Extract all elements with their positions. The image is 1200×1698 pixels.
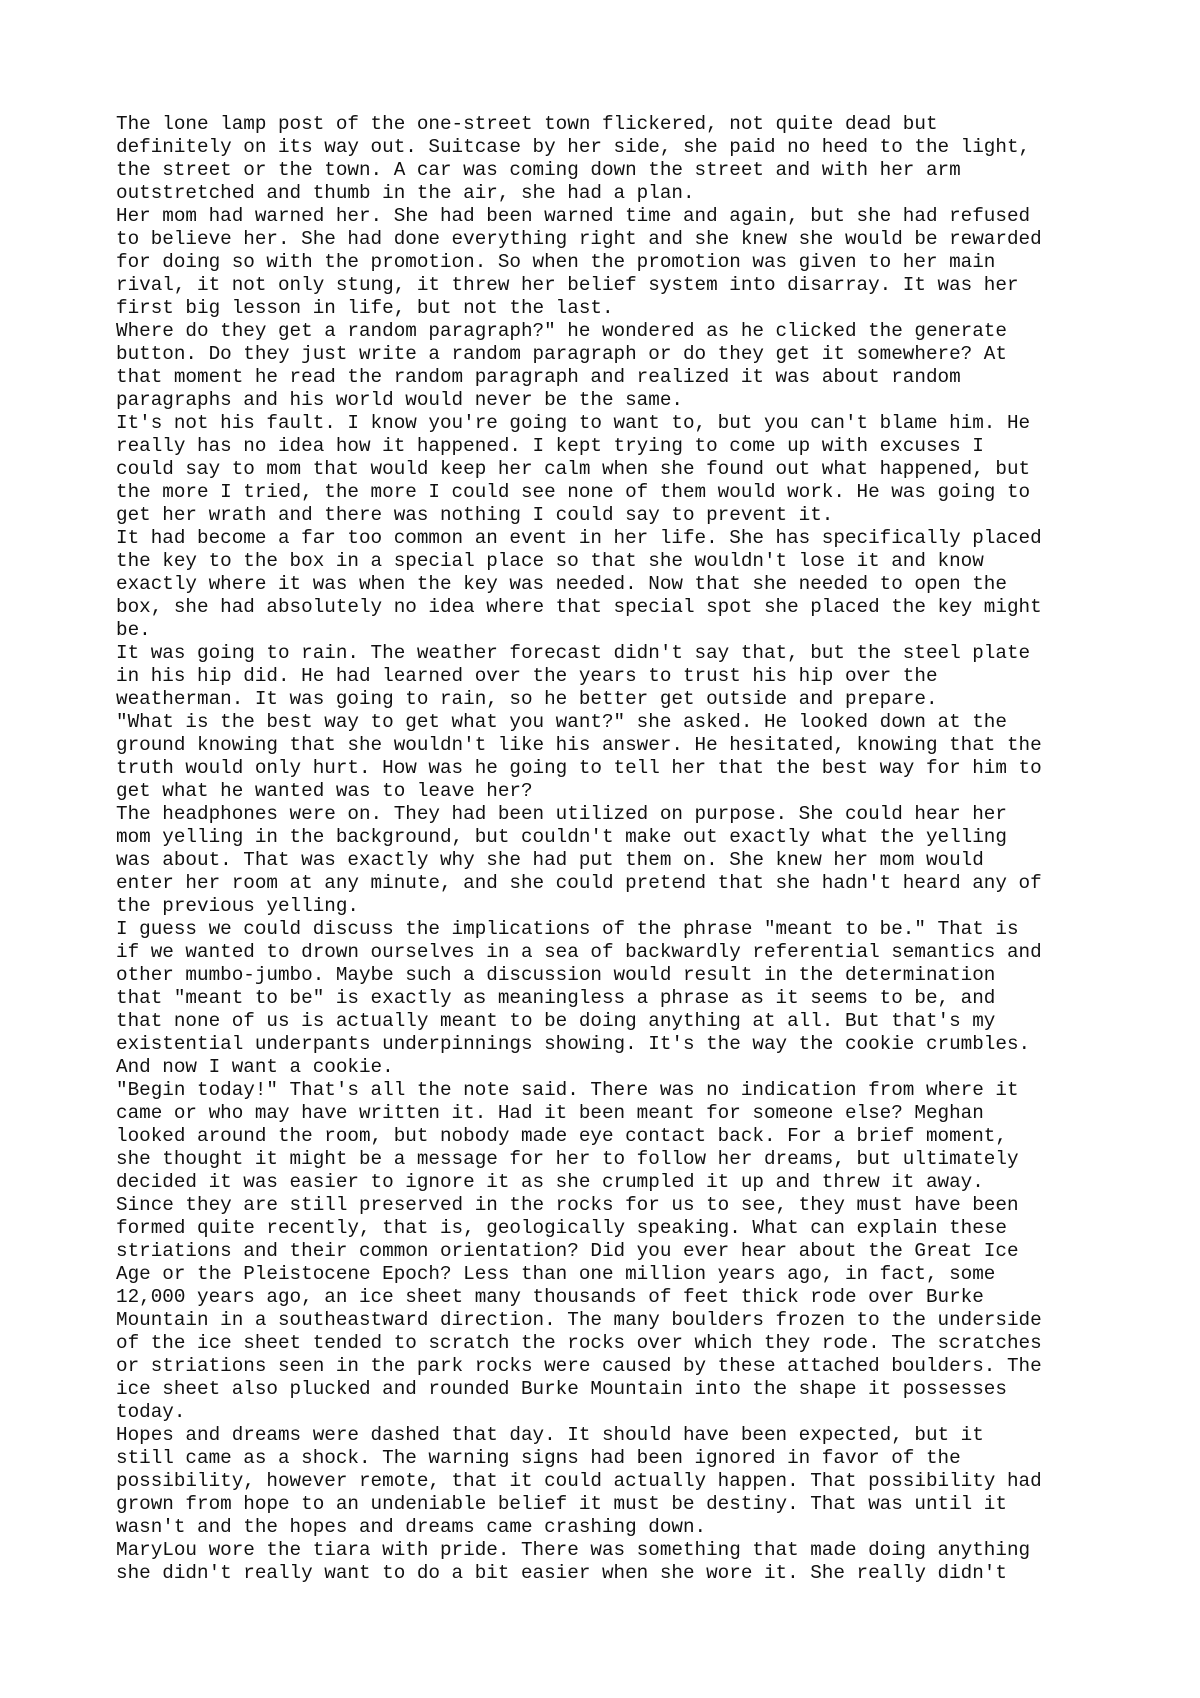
text-line: paragraphs and his world would never be the same. [116, 389, 683, 411]
text-line: definitely on its way out. Suitcase by her side, she paid no heed to the light, [116, 136, 1031, 158]
text-line: be. [116, 619, 151, 641]
text-line: existential underpants underpinnings showing. It's the way the cookie crumbles. [116, 1033, 1031, 1055]
text-line: or striations seen in the park rocks were caused by these attached boulders. The [116, 1355, 1042, 1377]
text-line: grown from hope to an undeniable belief it must be destiny. That was until it [116, 1493, 1007, 1515]
document-text [116, 113, 1126, 1585]
text-line: weatherman. It was going to rain, so he better get outside and prepare. [116, 688, 938, 710]
text-line: box, she had absolutely no idea where that special spot she placed the key might [116, 596, 1042, 618]
text-line: "What is the best way to get what you want?" she asked. He looked down at the [116, 711, 1007, 733]
text-line: the previous yelling. [116, 895, 359, 917]
text-line: the more I tried, the more I could see none of them would work. He was going to [116, 481, 1031, 503]
text-line: that none of us is actually meant to be doing anything at all. But that's my [116, 1010, 996, 1032]
text-line: really has no idea how it happened. I kept trying to come up with excuses I [116, 435, 984, 457]
text-line: that moment he read the random paragraph and realized it was about random [116, 366, 961, 388]
text-line: MaryLou wore the tiara with pride. There was something that made doing anything [116, 1539, 1031, 1561]
text-line: mom yelling in the background, but couldn't make out exactly what the yelling [116, 826, 1007, 848]
text-line: "Begin today!" That's all the note said. There was no indication from where it [116, 1079, 1019, 1101]
text-line: Mountain in a southeastward direction. The many boulders frozen to the underside [116, 1309, 1042, 1331]
text-line: truth would only hurt. How was he going to tell her that the best way for him to [116, 757, 1042, 779]
text-line: wasn't and the hopes and dreams came crashing down. [116, 1516, 707, 1538]
text-line: 12,000 years ago, an ice sheet many thousands of feet thick rode over Burke [116, 1286, 984, 1308]
text-line: if we wanted to drown ourselves in a sea of backwardly referential semantics and [116, 941, 1042, 963]
text-line: the key to the box in a special place so that she wouldn't lose it and know [116, 550, 984, 572]
text-line: button. Do they just write a random paragraph or do they get it somewhere? At [116, 343, 1007, 365]
text-line: of the ice sheet tended to scratch the rocks over which they rode. The scratches [116, 1332, 1042, 1354]
text-line: enter her room at any minute, and she could pretend that she hadn't heard any of [116, 872, 1042, 894]
text-line: It's not his fault. I know you're going to want to, but you can't blame him. He [116, 412, 1031, 434]
text-line: for doing so with the promotion. So when the promotion was given to her main [116, 251, 996, 273]
text-line: decided it was easier to ignore it as she crumpled it up and threw it away. [116, 1171, 984, 1193]
text-line: still came as a shock. The warning signs had been ignored in favor of the [116, 1447, 961, 1469]
text-line: looked around the room, but nobody made eye contact back. For a brief moment, [116, 1125, 1007, 1147]
text-line: get her wrath and there was nothing I could say to prevent it. [116, 504, 834, 526]
text-line: striations and their common orientation? Did you ever hear about the Great Ice [116, 1240, 1019, 1262]
text-line: Since they are still preserved in the rocks for us to see, they must have been [116, 1194, 1019, 1216]
text-line: other mumbo-jumbo. Maybe such a discussion would result in the determination [116, 964, 996, 986]
text-line: outstretched and thumb in the air, she had a plan. [116, 182, 695, 204]
text-line: exactly where it was when the key was needed. Now that she needed to open the [116, 573, 1007, 595]
text-line: Age or the Pleistocene Epoch? Less than one million years ago, in fact, some [116, 1263, 996, 1285]
text-line: she thought it might be a message for her to follow her dreams, but ultimately [116, 1148, 1019, 1170]
text-line: formed quite recently, that is, geologically speaking. What can explain these [116, 1217, 1007, 1239]
document-page [116, 113, 1126, 1585]
text-line: It had become a far too common an event in her life. She has specifically placed [116, 527, 1042, 549]
text-line: possibility, however remote, that it could actually happen. That possibility had [116, 1470, 1042, 1492]
text-line: And now I want a cookie. [116, 1056, 394, 1078]
text-line: Hopes and dreams were dashed that day. It should have been expected, but it [116, 1424, 984, 1446]
text-line: in his hip did. He had learned over the years to trust his hip over the [116, 665, 938, 687]
text-line: Her mom had warned her. She had been warned time and again, but she had refused [116, 205, 1031, 227]
text-line: The lone lamp post of the one-street town flickered, not quite dead but [116, 113, 938, 135]
text-line: today. [116, 1401, 186, 1423]
text-line: that "meant to be" is exactly as meaningless a phrase as it seems to be, and [116, 987, 996, 1009]
text-line: get what he wanted was to leave her? [116, 780, 533, 802]
text-line: ice sheet also plucked and rounded Burke Mountain into the shape it possesses [116, 1378, 1007, 1400]
text-line: The headphones were on. They had been utilized on purpose. She could hear her [116, 803, 1007, 825]
text-line: to believe her. She had done everything right and she knew she would be rewarded [116, 228, 1042, 250]
text-line: she didn't really want to do a bit easier when she wore it. She really didn't [116, 1562, 1007, 1584]
text-line: the street or the town. A car was coming down the street and with her arm [116, 159, 961, 181]
text-line: rival, it not only stung, it threw her belief system into disarray. It was her [116, 274, 1019, 296]
text-line: was about. That was exactly why she had put them on. She knew her mom would [116, 849, 984, 871]
text-line: came or who may have written it. Had it been meant for someone else? Meghan [116, 1102, 984, 1124]
text-line: first big lesson in life, but not the last. [116, 297, 614, 319]
text-line: It was going to rain. The weather forecast didn't say that, but the steel plate [116, 642, 1031, 664]
text-line: could say to mom that would keep her calm when she found out what happened, but [116, 458, 1031, 480]
text-line: I guess we could discuss the implications of the phrase "meant to be." That is [116, 918, 1019, 940]
text-line: ground knowing that she wouldn't like his answer. He hesitated, knowing that the [116, 734, 1042, 756]
text-line: Where do they get a random paragraph?" he wondered as he clicked the generate [116, 320, 1007, 342]
